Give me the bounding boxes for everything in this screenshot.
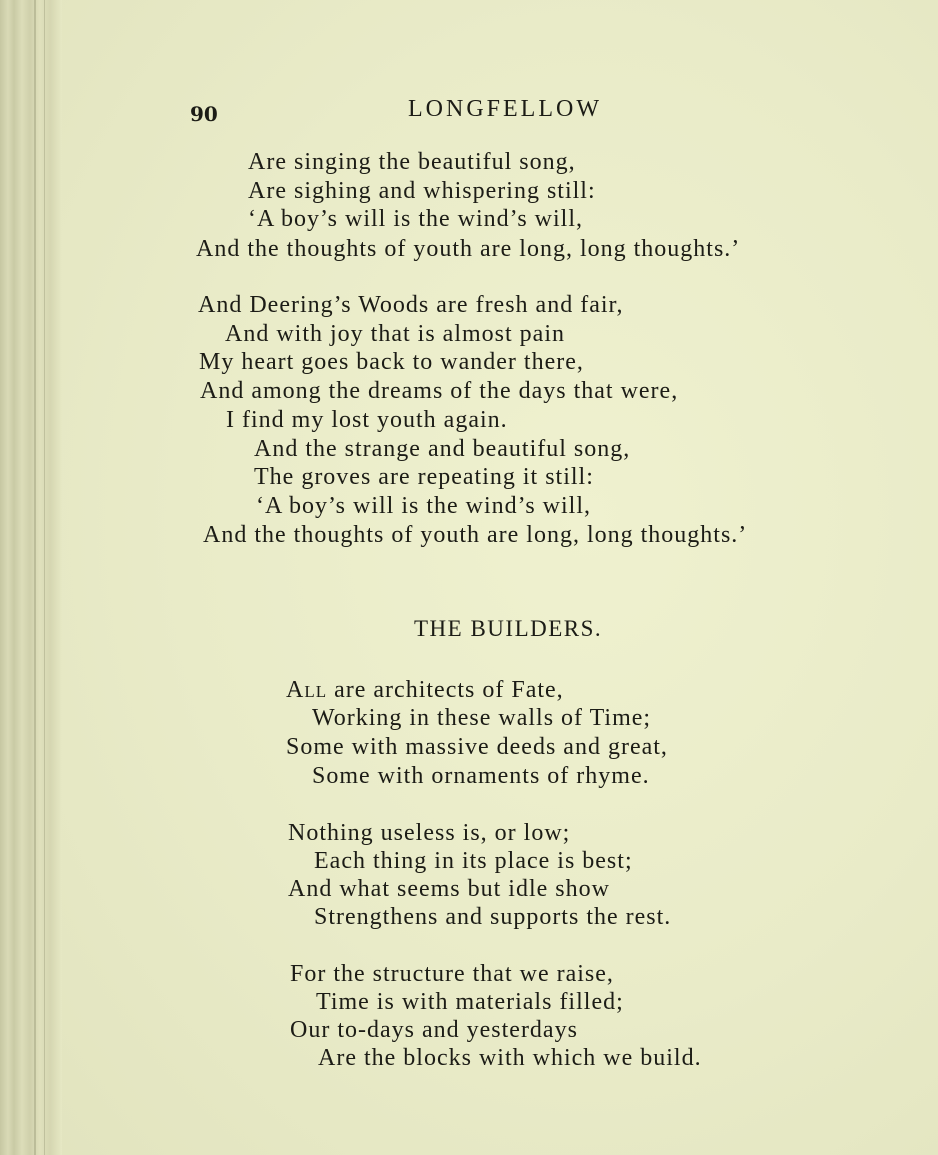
poem-line: And Deering’s Woods are fresh and fair, xyxy=(198,292,624,318)
poem-line: Nothing useless is, or low; xyxy=(288,820,571,846)
poem-line: Some with massive deeds and great, xyxy=(286,734,668,760)
poem-line: And what seems but idle show xyxy=(288,876,610,902)
poem-line: And among the dreams of the days that were, xyxy=(200,378,679,404)
poem-line: Strengthens and supports the rest. xyxy=(314,904,672,930)
poem-line: Working in these walls of Time; xyxy=(312,705,652,731)
poem-line: Some with ornaments of rhyme. xyxy=(312,763,650,789)
poem-line: And the strange and beautiful song, xyxy=(254,436,631,462)
poem-line-first xyxy=(286,676,564,704)
poem-line: Are sighing and whispering still: xyxy=(248,178,596,204)
page-number: 90 xyxy=(190,102,218,126)
book-gutter xyxy=(0,0,62,1155)
poem-line: Each thing in its place is best; xyxy=(314,848,633,874)
poem-line: My heart goes back to wander there, xyxy=(199,349,584,375)
poem-line: Time is with materials filled; xyxy=(316,989,624,1015)
drop-word: All xyxy=(286,677,328,703)
poem-line: ‘A boy’s will is the wind’s will, xyxy=(256,493,592,519)
poem-line: ‘A boy’s will is the wind’s will, xyxy=(248,206,584,232)
poem-line: And with joy that is almost pain xyxy=(225,321,565,347)
poem-title: THE BUILDERS. xyxy=(414,616,603,641)
poem-line: And the thoughts of youth are long, long thoughts.’ xyxy=(203,522,748,548)
poem-line: I find my lost youth again. xyxy=(226,407,508,433)
running-head: LONGFELLOW xyxy=(408,96,602,122)
poem-line: Our to-days and yesterdays xyxy=(290,1017,578,1043)
first-line-text: are architects of Fate, xyxy=(327,677,564,703)
poem-line: Are singing the beautiful song, xyxy=(248,149,576,175)
poem-line: And the thoughts of youth are long, long thoughts.’ xyxy=(196,236,741,262)
book-page xyxy=(62,0,938,1155)
poem-line: Are the blocks with which we build. xyxy=(318,1045,702,1071)
poem-line: For the structure that we raise, xyxy=(290,961,614,987)
page-header xyxy=(62,96,938,126)
poem-line: The groves are repeating it still: xyxy=(254,464,594,490)
